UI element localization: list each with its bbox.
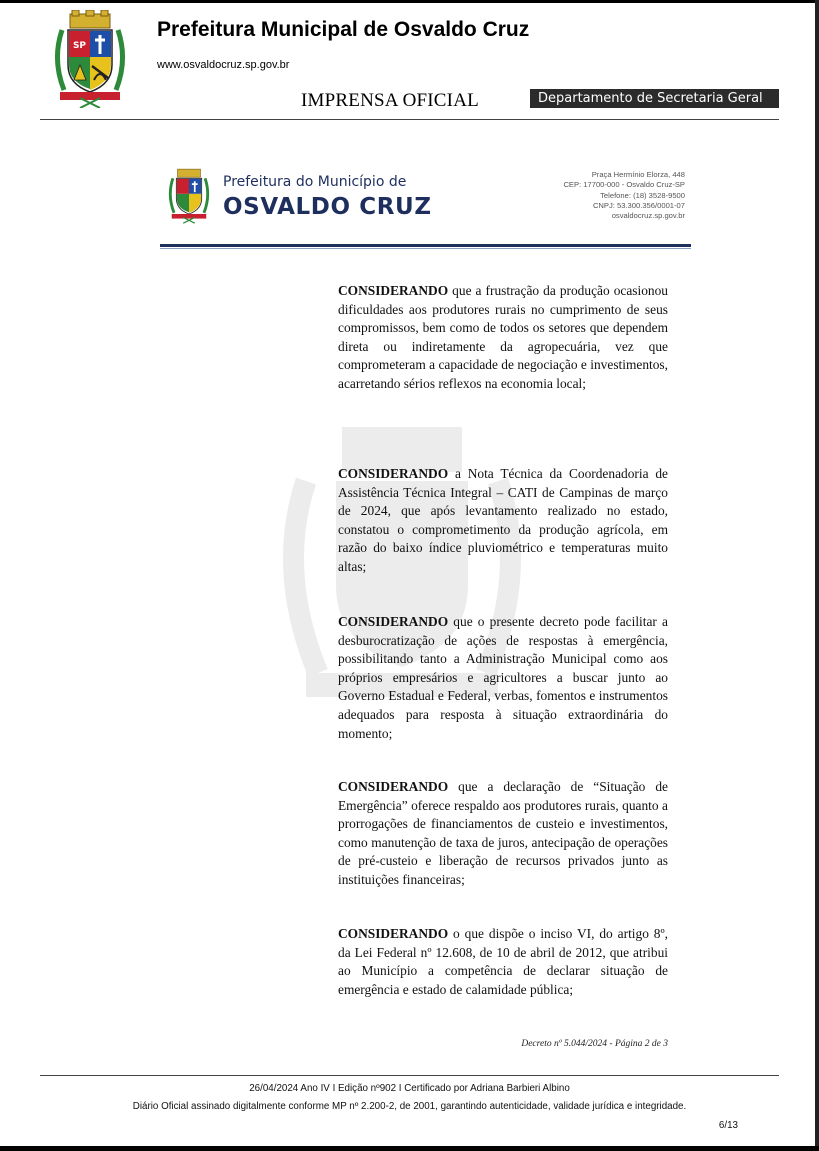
address-website: osvaldocruz.sp.gov.br bbox=[611, 211, 685, 221]
considerando-keyword: CONSIDERANDO bbox=[338, 283, 449, 298]
address-cep: CEP: 17700-000 - Osvaldo Cruz-SP bbox=[563, 180, 685, 190]
considerando-paragraph bbox=[338, 613, 668, 743]
considerando-paragraph bbox=[338, 778, 668, 890]
coat-of-arms-small-icon bbox=[166, 166, 212, 224]
paragraph-text: que a frustração da produção ocasionou dificuldades aos produtores rurais no cumprimento de seus compromissos, bem como de todos os setores que dependem direta ou indiretamente da agropecuária, vez que comprometeram a capacidade de negociação e investimentos, acarretando sérios reflexos na economia local; bbox=[338, 283, 668, 391]
footer-divider bbox=[40, 1075, 779, 1076]
scan-border-bottom bbox=[0, 1146, 819, 1151]
address-cnpj: CNPJ: 53.300.356/0001-07 bbox=[592, 200, 685, 210]
header-section-title: IMPRENSA OFICIAL bbox=[301, 90, 479, 111]
paragraph-text: que a declaração de “Situação de Emergência” oferece respaldo aos produtores rurais, quanto a prorrogações de financiamentos de custeio e investimentos, como manutenção de taxa de juros, antecipação de operações de pré-custeio e liberação de recursos privados junto as instituições financeiras; bbox=[338, 779, 668, 887]
paragraph-text: o que dispõe o inciso VI, do artigo 8º, da Lei Federal nº 12.608, de 10 de abril de 2012, que atribui ao Município a competência de declarar situação de emergência e estado de calamidade pública; bbox=[338, 926, 668, 997]
footer-signature-notice: Diário Oficial assinado digitalmente conforme MP nº 2.200-2, de 2001, garantindo autenticidade, validade jurídica e integridade. bbox=[132, 1101, 687, 1112]
address-phone: Telefone: (18) 3528-9500 bbox=[600, 190, 685, 200]
letterhead-divider-thin bbox=[160, 248, 691, 249]
considerando-paragraph bbox=[338, 925, 668, 999]
considerando-keyword: CONSIDERANDO bbox=[338, 466, 449, 481]
header-divider bbox=[40, 119, 779, 120]
header-department-badge: Departamento de Secretaria Geral bbox=[530, 89, 779, 108]
considerando-keyword: CONSIDERANDO bbox=[338, 614, 449, 629]
decree-page-reference: Decreto nº 5.044/2024 - Página 2 de 3 bbox=[521, 1039, 668, 1049]
letterhead-address-block bbox=[563, 170, 685, 221]
scan-border-right bbox=[815, 0, 819, 1151]
considerando-paragraph bbox=[338, 465, 668, 577]
letterhead-divider bbox=[160, 244, 691, 247]
footer-edition-info: 26/04/2024 Ano IV I Edição nº902 I Certificado por Adriana Barbieri Albino bbox=[249, 1083, 570, 1094]
footer-page-number: 6/13 bbox=[718, 1120, 738, 1131]
paragraph-text: que o presente decreto pode facilitar a desburocratização de ações de respostas à emergência, possibilitando tanto a Administração Municipal como aos próprios empresários e agricultores a buscar junto ao Governo Estadual e Federal, verbas, fomentos e instrumentos adequados para resposta à situação extraordinária do momento; bbox=[338, 614, 668, 741]
paragraph-text: a Nota Técnica da Coordenadoria de Assistência Técnica Integral – CATI de Campinas de março de 2024, que após levantamento realizado no estado, constatou o comprometimento da produção agrícola, em razão do baixo índice pluviométrico e temperaturas muito altas; bbox=[338, 466, 668, 574]
svg-text:SP: SP bbox=[72, 41, 87, 51]
considerando-paragraph bbox=[338, 282, 668, 394]
letterhead-city-name: OSVALDO CRUZ bbox=[223, 194, 432, 220]
letterhead-line1: Prefeitura do Município de bbox=[223, 174, 407, 190]
considerando-keyword: CONSIDERANDO bbox=[338, 926, 449, 941]
address-street: Praça Hermínio Elorza, 448 bbox=[591, 170, 685, 179]
scan-border-top bbox=[0, 0, 819, 3]
header-title: Prefeitura Municipal de Osvaldo Cruz bbox=[157, 18, 530, 41]
header-website-link[interactable]: www.osvaldocruz.sp.gov.br bbox=[157, 59, 290, 71]
considerando-keyword: CONSIDERANDO bbox=[338, 779, 449, 794]
coat-of-arms-icon bbox=[50, 10, 130, 108]
